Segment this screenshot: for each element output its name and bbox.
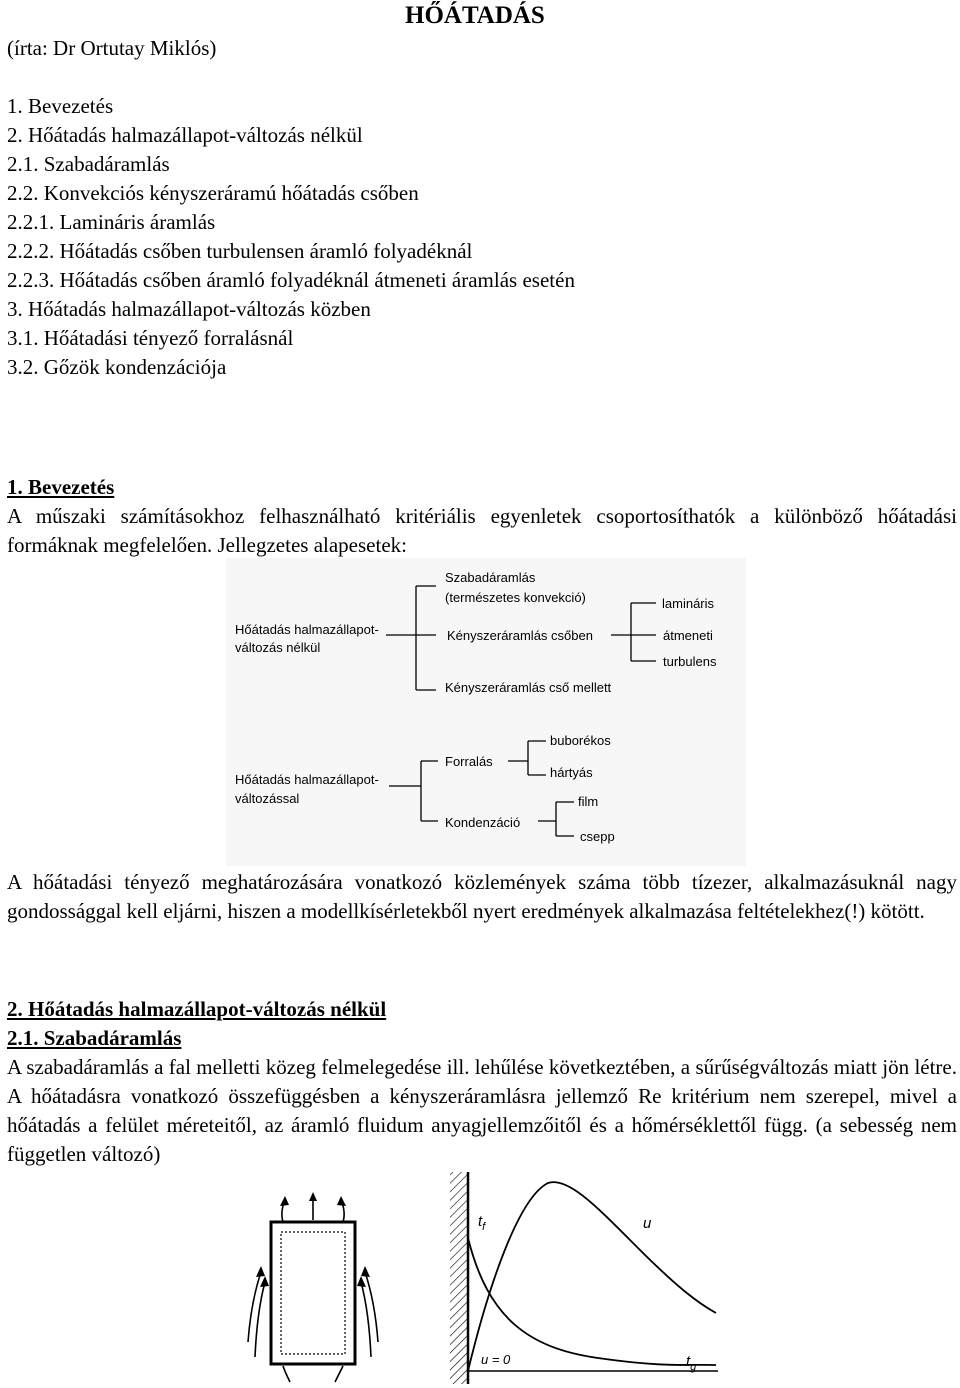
diagram-label: Forralás — [445, 754, 493, 769]
toc-item: 2. Hőátadás halmazállapot-változás nélkül — [7, 123, 363, 147]
u-label: u — [643, 1215, 652, 1232]
toc-item: 2.2.3. Hőátadás csőben áramló folyadéknál átmeneti áramlás esetén — [7, 268, 575, 292]
u0-label: u = 0 — [481, 1352, 511, 1367]
diagram-label: átmeneti — [663, 628, 713, 643]
paragraph: A szabadáramlás a fal melletti közeg felmelegedése ill. lehűlése következtében, a sűrűségváltozás miatt jön létre. A hőátadásra vonatkozó összefüggésben a kényszeráramlásra jellemző Re kritérium nem szerepel, mivel a hőátadás a felület méreteitől, az áramló fluidum anyagjellemzőitől és a hőmérséklettől függ. (a sebesség nem független változó) — [7, 1055, 957, 1166]
diagram-label: turbulens — [663, 654, 717, 669]
paragraph: A hőátadási tényező meghatározására vonatkozó közlemények száma több tízezer, alkalmazásuknál nagy gondossággal kell eljárni, hiszen a modellkísérletekből nyert eredmények alkalmazása feltételekhez(!) kötött. — [7, 870, 957, 923]
subsection-heading: 2.1. Szabadáramlás — [7, 1026, 182, 1050]
diagram-label: (természetes konvekció) — [445, 590, 586, 605]
toc-item: 2.2. Konvekciós kényszeráramú hőátadás csőben — [7, 181, 419, 205]
wall-hatching — [450, 1172, 467, 1384]
toc-item: 3.1. Hőátadási tényező forralásnál — [7, 326, 294, 350]
diagram-label: Szabadáramlás — [445, 570, 536, 585]
diagram-label: csepp — [580, 829, 615, 844]
diagram-label: Kényszeráramlás cső mellett — [445, 680, 612, 695]
toc-item: 2.2.2. Hőátadás csőben turbulensen áramló folyadéknál — [7, 239, 473, 263]
diagram-label: film — [578, 794, 599, 809]
toc-item: 2.2.1. Lamináris áramlás — [7, 210, 216, 234]
section-heading: 2. Hőátadás halmazállapot-változás nélkül — [7, 997, 387, 1021]
diagram-label: Kényszeráramlás csőben — [447, 628, 593, 643]
boundary-layer-figure — [448, 1168, 728, 1388]
toc-item: 3.2. Gőzök kondenzációja — [7, 355, 227, 379]
toc-item: 3. Hőátadás halmazállapot-változás közben — [7, 297, 371, 321]
temperature-curve — [468, 1238, 716, 1365]
diagram-label: hártyás — [550, 765, 593, 780]
diagram-label: Kondenzáció — [445, 815, 521, 830]
section-heading: 1. Bevezetés — [7, 475, 115, 499]
paragraph: A műszaki számításokhoz felhasználható kritériális egyenletek csoportosíthatók a különböző hőátadási formáknak megfelelően. Jellegzetes alapesetek: — [7, 504, 957, 557]
diagram-label: Hőátadás halmazállapot- — [235, 772, 379, 787]
diagram-label: lamináris — [662, 596, 715, 611]
diagram-label: változással — [235, 791, 300, 806]
diagram-label: változás nélkül — [235, 640, 321, 655]
diagram-label: buborékos — [550, 733, 611, 748]
toc-item: 1. Bevezetés — [7, 94, 114, 118]
convection-body-figure — [245, 1192, 385, 1386]
classification-diagram — [226, 558, 746, 866]
toc-item: 2.1. Szabadáramlás — [7, 152, 170, 176]
tg-label: $t_g$ — [686, 1353, 697, 1373]
author-line: (írta: Dr Ortutay Miklós) — [7, 36, 217, 60]
diagram-label: Hőátadás halmazállapot- — [235, 622, 379, 637]
page-title: HŐÁTADÁS — [405, 2, 545, 29]
tf-label: $t_f$ — [478, 1213, 486, 1233]
velocity-curve — [468, 1182, 716, 1371]
